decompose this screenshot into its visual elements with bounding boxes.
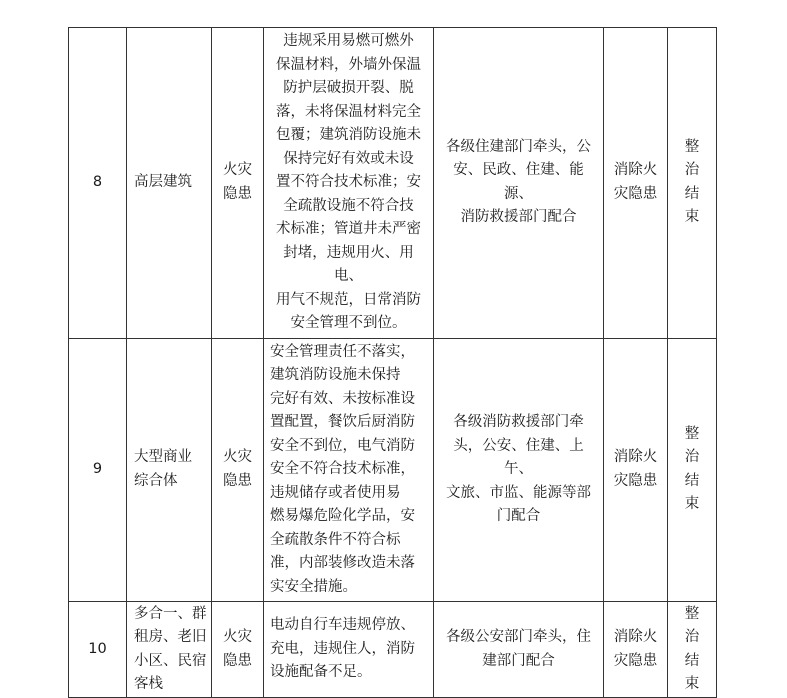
table-row <box>69 28 717 339</box>
target-name: 大型商业 综合体 <box>127 338 212 602</box>
target-name: 多合一、群 租房、老旧 小区、民宿 客栈 <box>127 602 212 698</box>
hazard-type: 火灾 隐患 <box>212 602 264 698</box>
rectification-goal: 消除火 灾隐患 <box>604 602 668 698</box>
completion-status: 整治结束 <box>684 605 700 692</box>
responsible-departments: 各级公安部门牵头，住 建部门配合 <box>434 602 604 698</box>
rectification-goal: 消除火 灾隐患 <box>604 28 668 339</box>
row-number: 8 <box>69 28 127 339</box>
rectification-goal: 消除火 灾隐患 <box>604 338 668 602</box>
responsible-departments: 各级住建部门牵头，公 安、民政、住建、能源、 消防救援部门配合 <box>434 28 604 339</box>
row-number: 9 <box>69 338 127 602</box>
completion-status: 整治结束 <box>684 138 700 226</box>
completion-status: 整治结束 <box>684 425 700 513</box>
hazard-type: 火灾 隐患 <box>212 338 264 602</box>
issue-description: 电动自行车违规停放、 充电，违规住人，消防 设施配备不足。 <box>264 602 434 698</box>
hazard-type: 火灾 隐患 <box>212 28 264 339</box>
issue-description: 安全管理责任不落实， 建筑消防设施未保持 完好有效、未按标准设 置配置，餐饮后厨消防 安全不到位，电气消防 安全不符合技术标准， 违规储存或者使用易 燃易爆危险化学品，安 全疏散条件不符合标 准，内部装修改造未落 实安全措施。 <box>264 338 434 602</box>
table-row <box>69 338 717 602</box>
issue-description: 违规采用易燃可燃外 保温材料，外墙外保温 防护层破损开裂、脱 落，未将保温材料完全 包覆；建筑消防设施未 保持完好有效或未设 置不符合技术标准；安 全疏散设施不符合技 术标准；管道井未严密 封堵，违规用火、用电、 用气不规范，日常消防 安全管理不到位。 <box>264 28 434 339</box>
responsible-departments: 各级消防救援部门牵 头，公安、住建、上午、 文旅、市监、能源等部 门配合 <box>434 338 604 602</box>
rectification-table <box>68 27 717 698</box>
table-row <box>69 602 717 698</box>
row-number: 10 <box>69 602 127 698</box>
target-name: 高层建筑 <box>127 28 212 339</box>
